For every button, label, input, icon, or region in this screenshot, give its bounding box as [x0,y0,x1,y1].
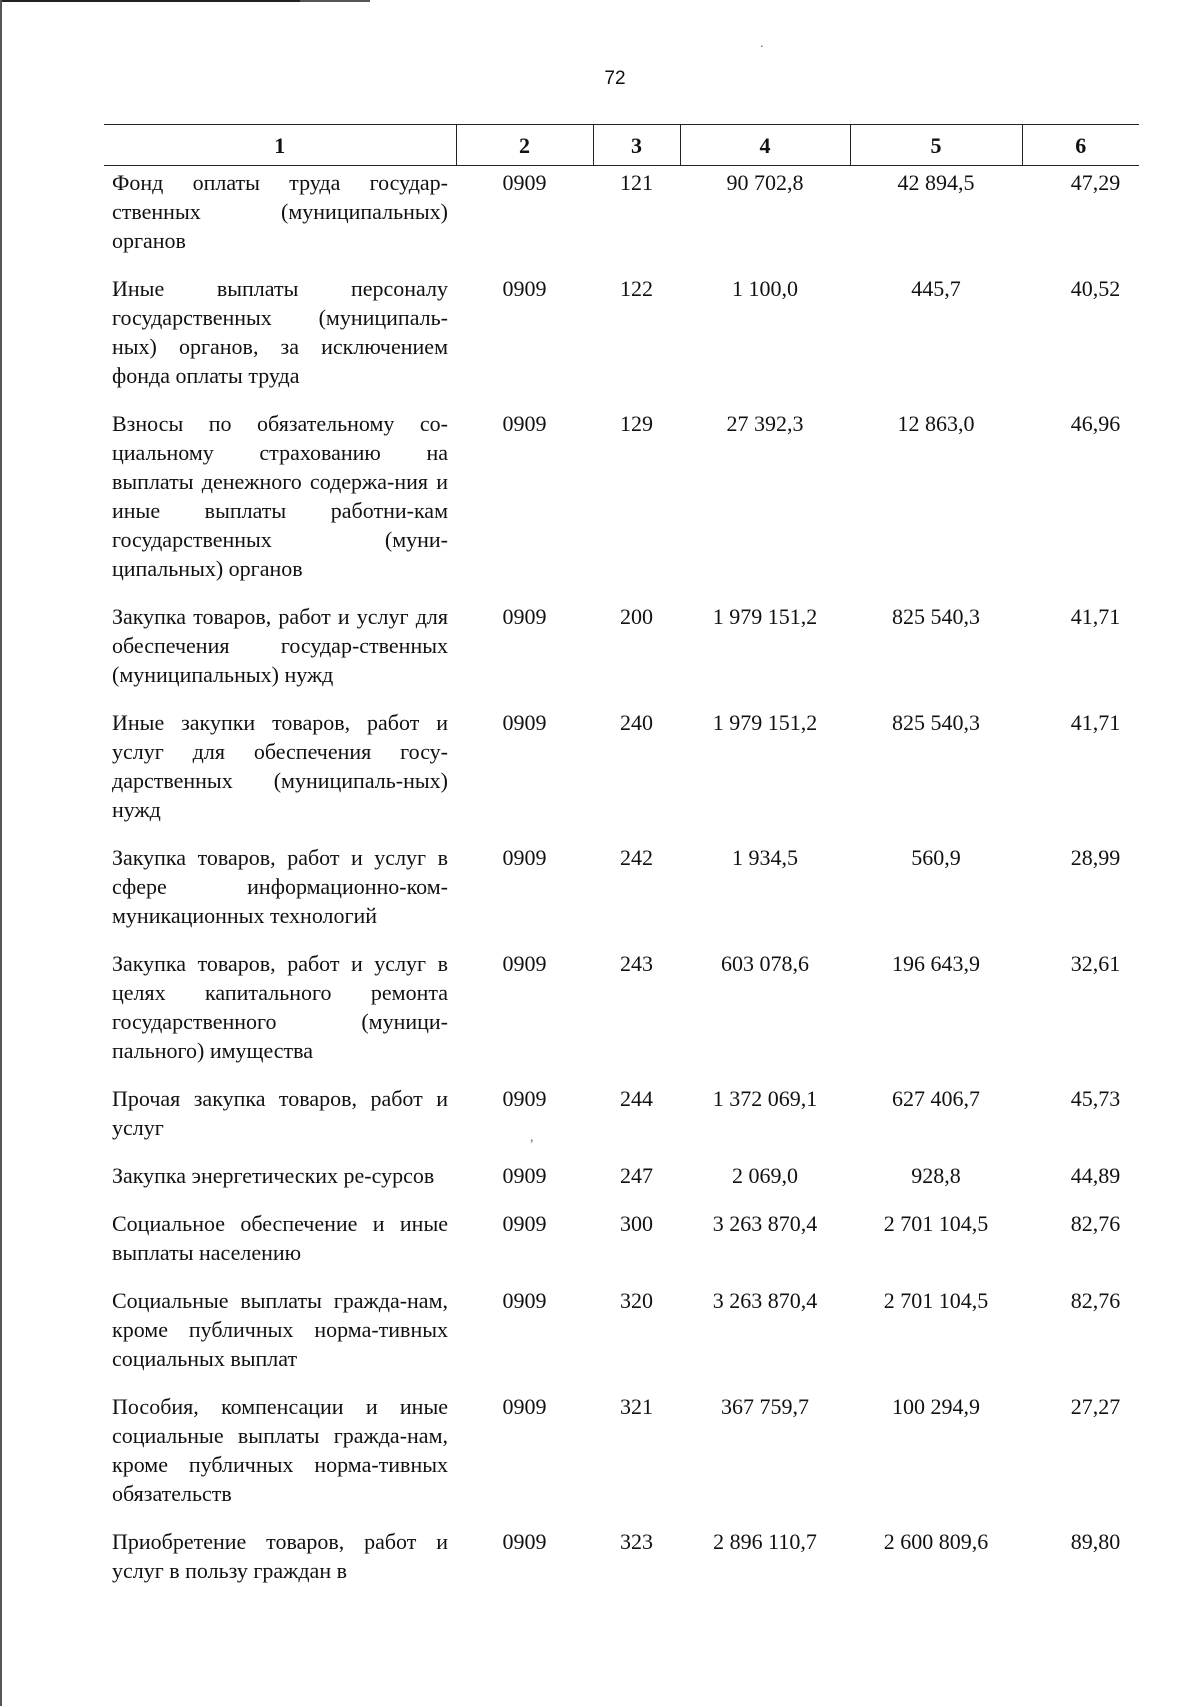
cell-actual: 100 294,9 [892,1394,980,1419]
scan-edge-top [0,0,300,2]
cell-actual: 445,7 [911,276,961,301]
cell-actual: 12 863,0 [897,411,975,436]
table-row [104,1527,1139,1604]
cell-section: 0909 [502,1163,547,1188]
cell-percent: 89,80 [1070,1529,1121,1554]
cell-section: 0909 [502,604,547,629]
cell-section: 0909 [502,1288,547,1313]
cell-name: Социальное обеспечение и иные выплаты населению [112,1211,448,1265]
table-body [104,166,1139,1605]
table-row [104,1084,1139,1161]
cell-plan: 1 100,0 [732,276,798,301]
cell-name: Фонд оплаты труда государ-ственных (муниципальных) органов [112,170,448,253]
table-row [104,1286,1139,1392]
cell-name: Взносы по обязательному со-циальному страхованию на выплаты денежного содержа-ния и иные выплаты работни-кам государственных (муни-ципальных) органов [112,411,448,581]
table-row [104,1161,1139,1209]
cell-section: 0909 [502,1394,547,1419]
cell-actual: 196 643,9 [892,951,980,976]
cell-percent: 45,73 [1070,1086,1121,1111]
cell-code: 244 [620,1086,653,1111]
cell-actual: 2 600 809,6 [883,1529,989,1554]
cell-section: 0909 [502,1211,547,1236]
table-row [104,1209,1139,1286]
cell-name: Социальные выплаты гражда-нам, кроме публичных норма-тивных социальных выплат [112,1288,448,1371]
scan-edge-left [0,0,2,1706]
cell-percent: 82,76 [1070,1211,1121,1236]
column-header-4: 4 [680,125,850,166]
cell-actual: 825 540,3 [892,710,980,735]
cell-name: Закупка товаров, работ и услуг в сфере информационно-ком-муникационных технологий [112,845,448,928]
scan-edge-top-2 [300,0,370,2]
scan-speck: , [530,1130,534,1145]
cell-plan: 1 934,5 [732,845,798,870]
cell-name: Приобретение товаров, работ и услуг в пользу граждан в [112,1529,448,1583]
scan-speck: . [760,36,764,51]
cell-name: Иные выплаты персоналу государственных (муниципаль-ных) органов, за исключением фонда оплаты труда [112,276,448,388]
cell-code: 240 [620,710,653,735]
cell-actual: 560,9 [911,845,961,870]
cell-code: 321 [620,1394,653,1419]
cell-percent: 82,76 [1070,1288,1121,1313]
cell-plan: 603 078,6 [721,951,809,976]
cell-code: 129 [620,411,653,436]
cell-name: Прочая закупка товаров, работ и услуг [112,1086,448,1140]
cell-percent: 28,99 [1070,845,1121,870]
cell-plan: 367 759,7 [721,1394,809,1419]
column-header-6: 6 [1022,125,1139,166]
cell-plan: 27 392,3 [726,411,804,436]
table-row [104,166,1139,275]
header-row [104,125,1139,166]
cell-percent: 32,61 [1070,951,1121,976]
cell-code: 122 [620,276,653,301]
cell-code: 323 [620,1529,653,1554]
cell-code: 300 [620,1211,653,1236]
cell-code: 200 [620,604,653,629]
budget-table [104,124,1139,1604]
table-row [104,1392,1139,1527]
cell-section: 0909 [502,1529,547,1554]
cell-section: 0909 [502,411,547,436]
cell-name: Закупка товаров, работ и услуг для обеспечения государ-ственных (муниципальных) нужд [112,604,448,687]
page-number: 72 [604,68,626,89]
cell-name: Закупка энергетических ре-сурсов [112,1163,435,1188]
cell-plan: 2 896 110,7 [713,1529,817,1554]
cell-actual: 627 406,7 [892,1086,980,1111]
cell-plan: 3 263 870,4 [712,1288,818,1313]
cell-section: 0909 [502,710,547,735]
cell-code: 247 [620,1163,653,1188]
cell-percent: 44,89 [1070,1163,1121,1188]
cell-actual: 2 701 104,5 [883,1288,989,1313]
cell-section: 0909 [502,170,547,195]
cell-section: 0909 [502,845,547,870]
table-row [104,843,1139,949]
table-row [104,949,1139,1084]
cell-actual: 928,8 [911,1163,961,1188]
cell-actual: 825 540,3 [892,604,980,629]
cell-name: Иные закупки товаров, работ и услуг для обеспечения госу-дарственных (муниципаль-ных) нужд [112,710,448,822]
cell-percent: 46,96 [1070,411,1121,436]
column-header-3: 3 [593,125,680,166]
cell-percent: 41,71 [1070,604,1121,629]
cell-percent: 47,29 [1070,170,1121,195]
cell-plan: 1 979 151,2 [712,604,818,629]
column-header-5: 5 [850,125,1022,166]
column-header-2: 2 [456,125,593,166]
cell-code: 242 [620,845,653,870]
cell-plan: 1 979 151,2 [712,710,818,735]
cell-plan: 1 372 069,1 [712,1086,818,1111]
table-row [104,708,1139,843]
cell-actual: 42 894,5 [897,170,975,195]
cell-code: 320 [620,1288,653,1313]
cell-name: Пособия, компенсации и иные социальные выплаты гражда-нам, кроме публичных норма-тивных обязательств [112,1394,448,1506]
cell-actual: 2 701 104,5 [883,1211,989,1236]
cell-section: 0909 [502,951,547,976]
cell-percent: 41,71 [1070,710,1121,735]
table-row [104,409,1139,602]
table-row [104,274,1139,409]
cell-name: Закупка товаров, работ и услуг в целях капитального ремонта государственного (муници-пального) имущества [112,951,448,1063]
cell-plan: 3 263 870,4 [712,1211,818,1236]
cell-section: 0909 [502,276,547,301]
cell-percent: 40,52 [1070,276,1121,301]
cell-percent: 27,27 [1070,1394,1121,1419]
cell-section: 0909 [502,1086,547,1111]
cell-plan: 90 702,8 [726,170,804,195]
cell-code: 121 [620,170,653,195]
cell-code: 243 [620,951,653,976]
table-row [104,602,1139,708]
column-header-1: 1 [104,125,456,166]
cell-plan: 2 069,0 [732,1163,798,1188]
